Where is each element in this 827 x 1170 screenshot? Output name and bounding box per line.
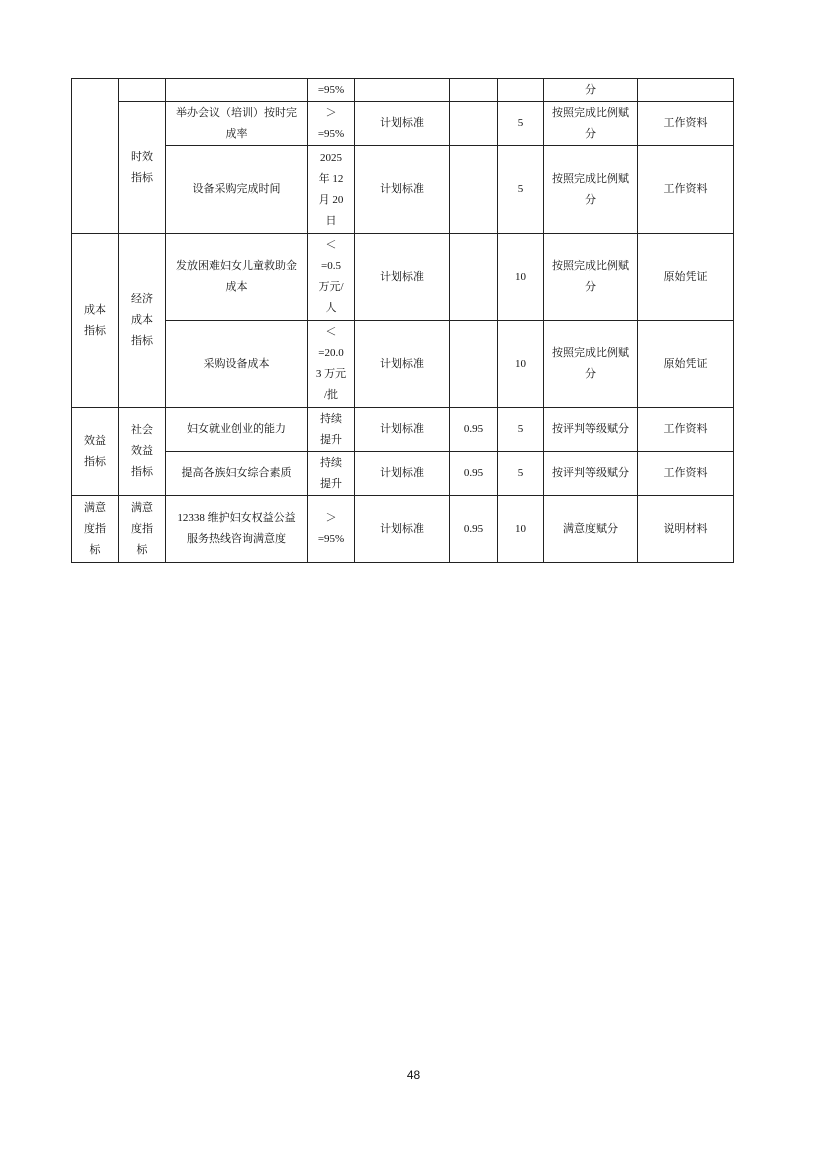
ratio-cell <box>450 79 498 102</box>
level3-cell <box>166 79 308 102</box>
scoring-method-cell: 按照完成比例赋 分 <box>544 321 638 408</box>
level1-cell: 成本 指标 <box>72 234 119 408</box>
data-source-cell: 工作资料 <box>638 452 734 496</box>
score-cell: 5 <box>498 408 544 452</box>
data-source-cell: 工作资料 <box>638 408 734 452</box>
level1-cell: 满意 度指 标 <box>72 496 119 563</box>
scoring-method-cell: 按评判等级赋分 <box>544 452 638 496</box>
scoring-method-cell: 按照完成比例赋 分 <box>544 146 638 234</box>
target-value-cell: ＜ =20.0 3 万元 /批 <box>308 321 355 408</box>
score-cell: 5 <box>498 452 544 496</box>
level3-cell: 妇女就业创业的能力 <box>166 408 308 452</box>
level1-cell <box>72 79 119 234</box>
level2-cell: 经济 成本 指标 <box>119 234 166 408</box>
score-cell: 5 <box>498 102 544 146</box>
level3-cell: 采购设备成本 <box>166 321 308 408</box>
table-row <box>72 321 734 408</box>
scoring-method-cell: 满意度赋分 <box>544 496 638 563</box>
data-source-cell: 工作资料 <box>638 102 734 146</box>
score-cell: 10 <box>498 234 544 321</box>
score-cell: 5 <box>498 146 544 234</box>
data-source-cell: 说明材料 <box>638 496 734 563</box>
level2-cell <box>119 79 166 102</box>
standard-cell: 计划标准 <box>355 496 450 563</box>
ratio-cell <box>450 234 498 321</box>
ratio-cell <box>450 321 498 408</box>
level3-cell: 举办会议（培训）按时完 成率 <box>166 102 308 146</box>
level3-cell: 发放困难妇女儿童救助金 成本 <box>166 234 308 321</box>
target-value-cell: ＜ =0.5 万元/ 人 <box>308 234 355 321</box>
data-source-cell: 工作资料 <box>638 146 734 234</box>
target-value-cell: ＞ =95% <box>308 496 355 563</box>
level3-cell: 设备采购完成时间 <box>166 146 308 234</box>
page-number: 48 <box>406 1068 421 1082</box>
data-source-cell <box>638 79 734 102</box>
standard-cell: 计划标准 <box>355 146 450 234</box>
standard-cell <box>355 79 450 102</box>
table-row <box>72 146 734 234</box>
level3-cell: 提高各族妇女综合素质 <box>166 452 308 496</box>
table-row <box>72 234 734 321</box>
ratio-cell: 0.95 <box>450 408 498 452</box>
ratio-cell <box>450 146 498 234</box>
score-cell: 10 <box>498 496 544 563</box>
target-value-cell: =95% <box>308 79 355 102</box>
ratio-cell <box>450 102 498 146</box>
level3-cell: 12338 维护妇女权益公益 服务热线咨询满意度 <box>166 496 308 563</box>
level2-cell: 满意 度指 标 <box>119 496 166 563</box>
scoring-method-cell: 按评判等级赋分 <box>544 408 638 452</box>
level2-cell: 时效 指标 <box>119 102 166 234</box>
standard-cell: 计划标准 <box>355 321 450 408</box>
scoring-method-cell: 按照完成比例赋 分 <box>544 102 638 146</box>
table-row <box>72 452 734 496</box>
scoring-method-cell: 分 <box>544 79 638 102</box>
table-row <box>72 102 734 146</box>
ratio-cell: 0.95 <box>450 452 498 496</box>
scoring-method-cell: 按照完成比例赋 分 <box>544 234 638 321</box>
score-cell: 10 <box>498 321 544 408</box>
standard-cell: 计划标准 <box>355 452 450 496</box>
level1-cell: 效益 指标 <box>72 408 119 496</box>
standard-cell: 计划标准 <box>355 408 450 452</box>
score-cell <box>498 79 544 102</box>
level2-cell: 社会 效益 指标 <box>119 408 166 496</box>
target-value-cell: 2025 年 12 月 20 日 <box>308 146 355 234</box>
target-value-cell: 持续 提升 <box>308 408 355 452</box>
table-row <box>72 408 734 452</box>
table-row <box>72 79 734 102</box>
standard-cell: 计划标准 <box>355 234 450 321</box>
target-value-cell: 持续 提升 <box>308 452 355 496</box>
data-source-cell: 原始凭证 <box>638 234 734 321</box>
table-row <box>72 496 734 563</box>
data-source-cell: 原始凭证 <box>638 321 734 408</box>
performance-indicator-table <box>71 78 734 563</box>
standard-cell: 计划标准 <box>355 102 450 146</box>
target-value-cell: ＞ =95% <box>308 102 355 146</box>
ratio-cell: 0.95 <box>450 496 498 563</box>
